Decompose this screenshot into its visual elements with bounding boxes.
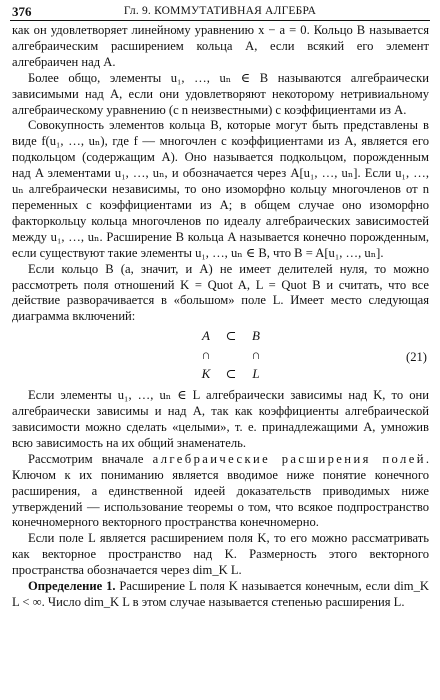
paragraph-6-lead: Рассмотрим вначале xyxy=(28,451,144,466)
diagram-symbol: L xyxy=(252,366,260,382)
paragraph-3: Совокупность элементов кольца B, которые могут быть представлены в виде f(u₁, …, uₙ), где f — многочлен с коэффициентами из A, является его подкольцом (содержащим A). Оно называется подкольцом, порожденным над A элементами u₁, …, uₙ, и обозначается через A[u₁, …, uₙ]. Если u₁, …, uₙ алгебраически независимы, то оно изоморфно кольцу многочленов от n переменных с коэффициентами из A; в общем случае оно изоморфно факторкольцу кольца многочленов по идеалу алгебраических зависимостей между u₁, …, uₙ. Расширение B кольца A называется конечно порожденным, если существуют такие элементы u₁, …, uₙ ∈ B, что B = A[u₁, …, uₙ]. xyxy=(12,118,429,260)
running-title: Гл. 9. КОММУТАТИВНАЯ АЛГЕБРА xyxy=(123,5,317,17)
paragraph-1: как он удовлетворяет линейному уравнению x − a = 0. Кольцо B называется алгебраическим расширением кольца A, если всякий его элемент алгебраичен над A. xyxy=(12,23,429,69)
diagram-operator: ⊂ xyxy=(225,328,237,344)
diagram-symbol: K xyxy=(201,366,211,382)
paragraph-2: Более общо, элементы u₁, …, uₙ ∈ B называются алгебраически зависимыми над A, если они удовлетворяют некоторому нетривиальному алгебраическому уравнению (с n неизвестными) с коэффициентами из A. xyxy=(12,70,429,117)
diagram-operator: ∩ xyxy=(201,347,211,363)
diagram-operator: ⊂ xyxy=(225,366,237,382)
paragraph-4: Если кольцо B (а, значит, и A) не имеет делителей нуля, то можно рассмотреть поля отношений K = Quot A, L = Quot B и считать, что все действие разворачивается в «большом» поле L. Имеет место следующая диаграмма включений: xyxy=(12,261,429,324)
paragraph-5: Если элементы u₁, …, uₙ ∈ L алгебраически зависимы над K, то они алгебраически зависимы и над A, так как коэффициенты алгебраической зависимости можно сделать «целыми», т. е. принадлежащими A, умножив всю зависимость на их общий знаменатель. xyxy=(12,388,429,450)
definition-1 xyxy=(12,579,429,611)
diagram-row-bottom xyxy=(196,366,306,382)
page-header xyxy=(10,4,430,21)
paragraph-6-rest: . Ключом к их пониманию является вводимое ниже понятие конечного расширения, а единственной идеей доказательств приводимых ниже утверждений — использование теоремы о том, что всякое подпространство конечномерного векторного пространства конечномерно. xyxy=(12,451,430,530)
diagram-operator: ∩ xyxy=(251,347,261,363)
diagram-row-top xyxy=(196,328,306,344)
paragraph-7: Если поле L является расширением поля K, то его можно рассматривать как векторное пространство над K. Размерность этого векторного пространства обозначается через dim_K L. xyxy=(12,531,429,578)
equation-number: (21) xyxy=(406,350,427,365)
paragraph-6 xyxy=(12,452,429,532)
paragraph-6-spaced: алгебраические расширения полей xyxy=(152,451,426,466)
definition-label: Определение 1. xyxy=(28,579,116,594)
page-body xyxy=(12,23,429,611)
definition-text: Расширение L поля K называется конечным, если dim_K L < ∞. Число dim_K L в этом случае называется степенью расширения L. xyxy=(12,579,429,609)
diagram-symbol: B xyxy=(252,328,260,344)
page-number: 376 xyxy=(12,4,32,19)
diagram-row-mid xyxy=(196,347,306,363)
diagram-symbol: A xyxy=(202,328,210,344)
inclusion-diagram xyxy=(12,326,429,388)
